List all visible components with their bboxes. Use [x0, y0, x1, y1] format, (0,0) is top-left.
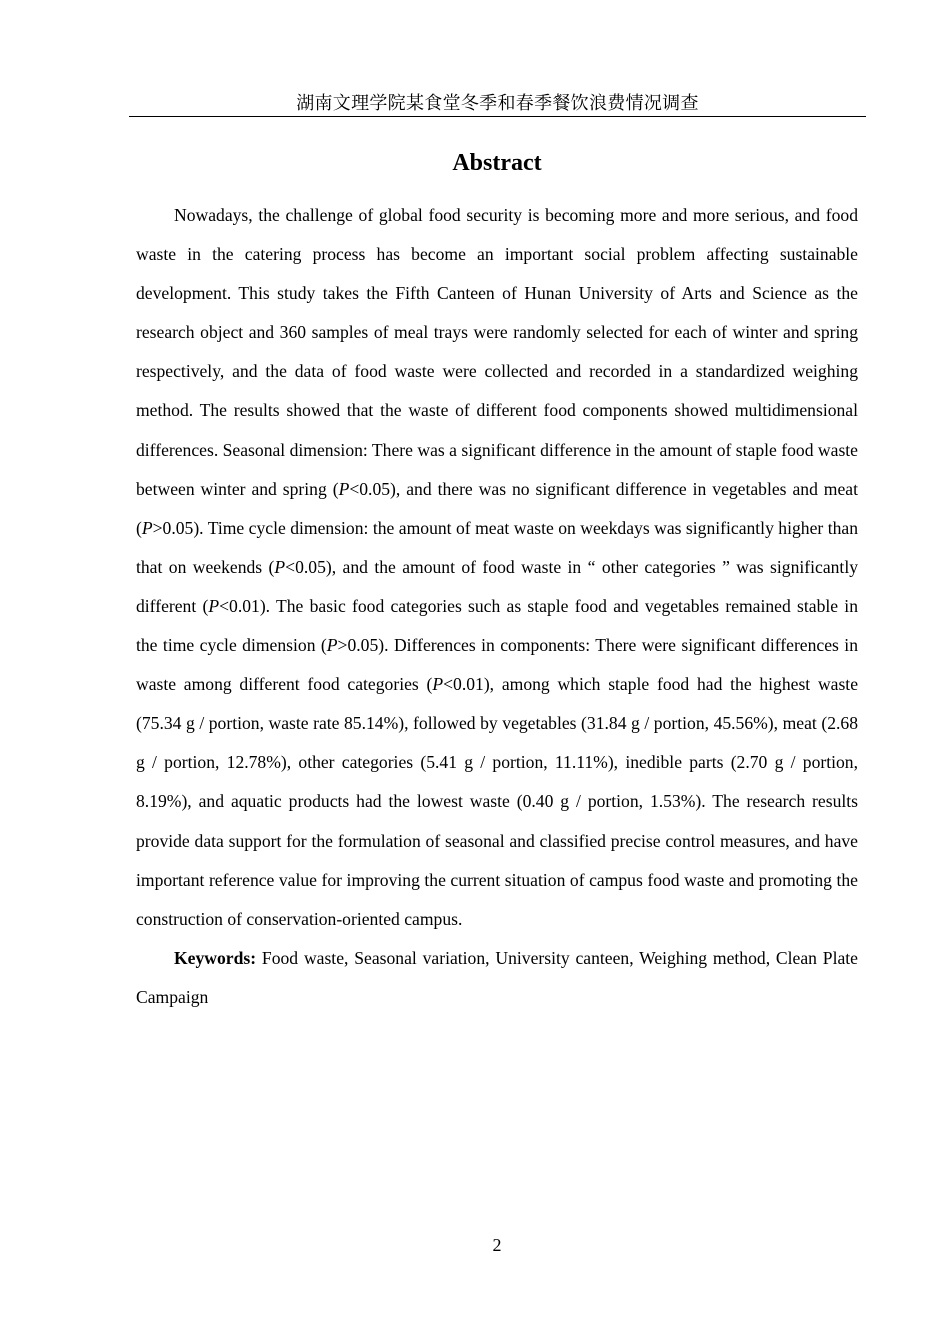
keywords-line: [136, 939, 858, 1017]
p-value-symbol: P: [208, 595, 220, 616]
abstract-body: [136, 196, 858, 1017]
abstract-paragraph: [136, 196, 858, 939]
abstract-text-6: >0.05). Differences in components: There were significant differences in waste among different food categories (: [136, 635, 858, 695]
p-value-symbol: P: [326, 635, 338, 656]
abstract-heading: Abstract: [452, 150, 542, 176]
abstract-text-1: Nowadays, the challenge of global food security is becoming more and more serious, and food waste in the catering process has become an important social problem affecting sustainable development. This study takes the Fifth Canteen of Hunan University of Arts and Science as the research object and 360 samples of meal trays were randomly selected for each of winter and spring respectively, and the data of food waste were collected and recorded in a standardized weighing method. The results showed that the waste of different food components showed multidimensional differences. Seasonal dimension: There was a significant difference in the amount of staple food waste between winter and spring (: [136, 205, 858, 499]
keywords-text: Food waste, Seasonal variation, University canteen, Weighing method, Clean Plate Campaign: [136, 947, 858, 1007]
p-value-symbol: P: [432, 674, 444, 695]
p-value-symbol: P: [338, 478, 350, 499]
page-number: 2: [492, 1235, 502, 1255]
p-value-symbol: P: [141, 517, 153, 538]
p-value-symbol: P: [274, 556, 286, 577]
abstract-text-3: >0.05). Time cycle dimension: the amount of meat waste on weekdays was significantly higher than that on weekends (: [136, 517, 858, 577]
abstract-text-2: <0.05), and there was no significant difference in vegetables and meat (: [136, 478, 858, 538]
abstract-text-7: <0.01), among which staple food had the highest waste (75.34 g / portion, waste rate 85.14%), followed by vegetables (31.84 g / portion, 45.56%), meat (2.68 g / portion, 12.78%), other categories (5.41 g / portion, 11.11%), inedible parts (2.70 g / portion, 8.19%), and aquatic products had the lowest waste (0.40 g / portion, 1.53%). The research results provide data support for the formulation of seasonal and classified precise control measures, and have important reference value for improving the current situation of campus food waste and promoting the construction of conservation-oriented campus.: [136, 674, 858, 929]
keywords-label: Keywords:: [174, 947, 257, 968]
abstract-text-4: <0.05), and the amount of food waste in “ other categories ” was significantly different (: [136, 556, 859, 616]
running-header: 湖南文理学院某食堂冬季和春季餐饮浪费情况调查: [129, 92, 866, 117]
abstract-text-5: <0.01). The basic food categories such as staple food and vegetables remained stable in the time cycle dimension (: [136, 595, 858, 656]
